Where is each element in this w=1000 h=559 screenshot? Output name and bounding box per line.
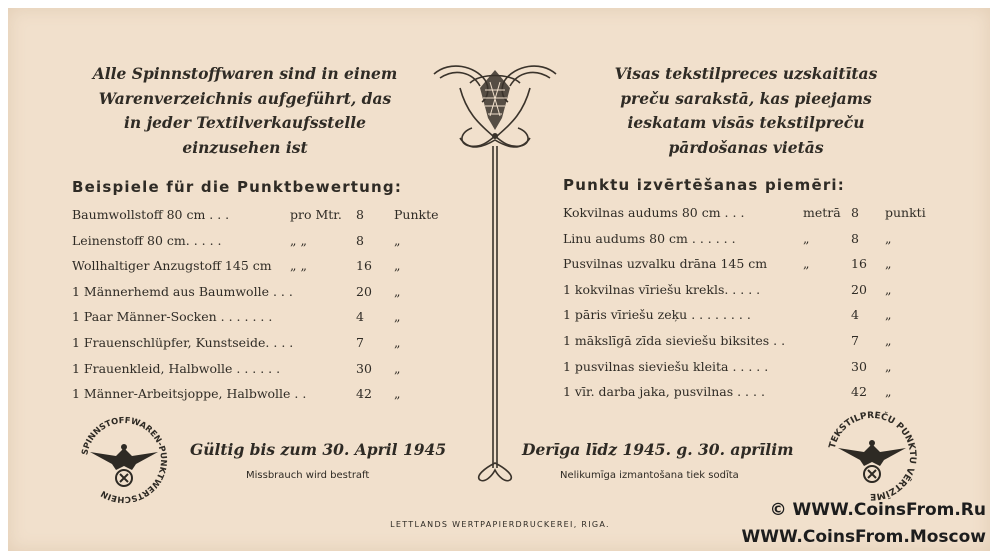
item-points-suffix: „ <box>394 232 401 248</box>
item-name: Leinenstoff 80 cm. . . . . <box>72 232 222 248</box>
item-points: 8 <box>356 207 364 222</box>
item-points-suffix: „ <box>394 386 401 402</box>
watermark-line: © WWW.CoinsFrom.Ru <box>769 500 986 520</box>
item-points-suffix: „ <box>885 230 892 246</box>
table-row <box>72 258 442 284</box>
item-points-suffix: „ <box>394 360 401 376</box>
item-unit: „ „ <box>290 232 307 248</box>
item-points-suffix: Punkte <box>394 207 439 222</box>
item-name: 1 pusvilnas sieviešu kleita . . . . . <box>563 358 769 374</box>
item-name: Baumwollstoff 80 cm . . . <box>72 207 230 222</box>
item-name: 1 Paar Männer-Socken . . . . . . . <box>72 309 273 325</box>
item-name: 1 vīr. darba jaka, pusvilnas . . . . <box>563 384 765 400</box>
item-points: 7 <box>851 332 859 348</box>
heading-de: Beispiele für die Punktbewertung: <box>72 178 403 196</box>
table-row <box>72 207 442 233</box>
intro-lv-line: pārdošanas vietās <box>668 137 824 157</box>
table-row <box>563 359 933 385</box>
item-points: 30 <box>851 358 867 374</box>
item-name: Linu audums 80 cm . . . . . . <box>563 230 736 246</box>
table-row <box>563 333 933 359</box>
penalty-de: Missbrauch wird bestraft <box>246 470 370 481</box>
item-points-suffix: „ <box>885 281 892 297</box>
table-row <box>563 205 933 231</box>
item-name: 1 pāris vīriešu zeķu . . . . . . . . <box>563 307 751 323</box>
table-row <box>72 233 442 259</box>
intro-de-line: Alle Spinnstoffwaren sind in einem <box>92 64 398 83</box>
item-points-suffix: „ <box>394 258 401 274</box>
table-row <box>72 284 442 310</box>
item-points-suffix: „ <box>885 256 892 272</box>
item-name: 1 Frauenschlüpfer, Kunstseide. . . . <box>72 334 294 350</box>
item-name: 1 mākslīgā zīda sieviešu biksites . . <box>563 332 786 348</box>
item-points: 4 <box>851 307 859 323</box>
table-row <box>563 231 933 257</box>
central-ornament-icon <box>430 58 560 488</box>
points-table-lv <box>563 205 933 410</box>
item-unit: pro Mtr. <box>290 207 342 222</box>
item-points-suffix: „ <box>885 307 892 323</box>
stamp-lv-icon <box>822 406 922 506</box>
stamp-de-icon <box>76 412 172 508</box>
item-name: Wollhaltiger Anzugstoff 145 cm <box>72 258 272 274</box>
item-unit: metrā <box>803 205 841 220</box>
item-points: 8 <box>851 230 859 246</box>
table-row <box>563 307 933 333</box>
points-table-de <box>72 207 442 412</box>
stamp-lv-text: TEKSTILPREČU PUNKTU VĒRTZĪME <box>827 410 918 502</box>
item-points-suffix: „ <box>885 358 892 374</box>
table-row <box>72 361 442 387</box>
item-points-suffix: „ <box>394 334 401 350</box>
item-points-suffix: punkti <box>885 205 926 220</box>
penalty-lv: Nelikumīga izmantošana tiek sodīta <box>560 470 739 481</box>
item-points-suffix: „ <box>885 332 892 348</box>
item-points-suffix: „ <box>394 283 401 299</box>
item-points-suffix: „ <box>885 384 892 400</box>
item-points: 4 <box>356 309 364 325</box>
item-points-suffix: „ <box>394 309 401 325</box>
item-points: 8 <box>851 205 859 220</box>
intro-de-line: in jeder Textilverkaufsstelle <box>124 113 366 132</box>
heading-lv: Punktu izvērtēšanas piemēri: <box>563 176 845 194</box>
item-points: 8 <box>356 232 364 248</box>
table-row <box>72 309 442 335</box>
item-points: 42 <box>851 384 867 400</box>
item-points: 42 <box>356 386 372 402</box>
item-name: Pusvilnas uzvalku drāna 145 cm <box>563 256 768 272</box>
table-row <box>563 282 933 308</box>
item-points: 30 <box>356 360 372 376</box>
item-unit: „ „ <box>290 258 307 274</box>
item-unit: „ <box>803 230 810 246</box>
intro-de-line: einzusehen ist <box>182 137 308 157</box>
intro-lv-line: preču sarakstā, kas pieejams <box>620 88 872 108</box>
intro-lv <box>540 62 952 160</box>
intro-lv-line: ieskatam visās tekstilpreču <box>627 113 865 132</box>
item-name: 1 Frauenkleid, Halbwolle . . . . . . <box>72 360 281 376</box>
table-row <box>72 386 442 412</box>
watermark-line: WWW.CoinsFrom.Moscow <box>741 527 986 547</box>
item-name: 1 Männer-Arbeitsjoppe, Halbwolle . . <box>72 386 307 402</box>
stamp-de-text: SPINNSTOFFWAREN-PUNKTWERTSCHEIN <box>79 414 170 506</box>
printer-imprint: LETTLANDS WERTPAPIERDRUCKEREI, RIGA. <box>390 520 610 529</box>
item-points: 7 <box>356 334 364 350</box>
item-points: 20 <box>851 281 867 297</box>
validity-lv: Derīga līdz 1945. g. 30. aprīlim <box>522 440 794 459</box>
table-row <box>563 256 933 282</box>
item-name: Kokvilnas audums 80 cm . . . <box>563 205 745 220</box>
intro-lv-line: Visas tekstilpreces uzskaitītas <box>614 64 878 83</box>
item-name: 1 kokvilnas vīriešu krekls. . . . . <box>563 281 761 297</box>
item-unit: „ <box>803 256 810 272</box>
validity-de: Gültig bis zum 30. April 1945 <box>190 440 447 459</box>
item-points: 20 <box>356 283 372 299</box>
item-points: 16 <box>851 256 867 272</box>
item-name: 1 Männerhemd aus Baumwolle . . . <box>72 283 293 299</box>
table-row <box>72 335 442 361</box>
intro-de-line: Warenverzeichnis aufgeführt, das <box>98 88 392 108</box>
intro-de <box>40 62 450 160</box>
item-points: 16 <box>356 258 372 274</box>
